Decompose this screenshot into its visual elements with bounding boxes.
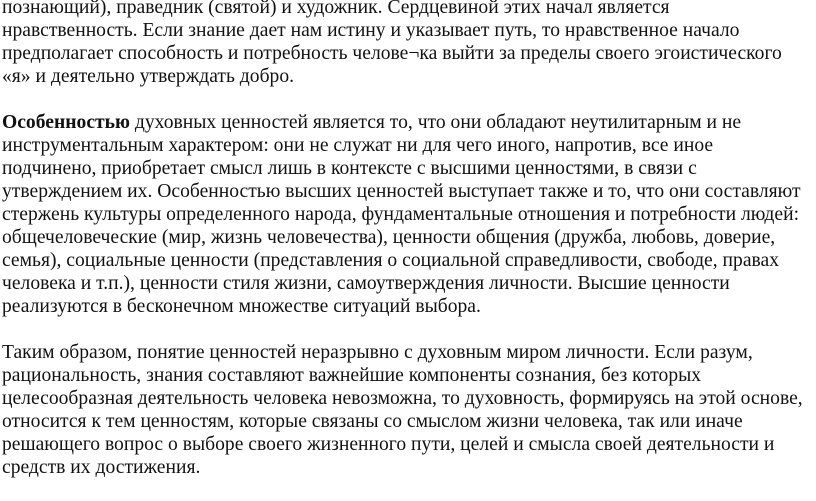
text-line: реализуются в бесконечном множестве ситуаций выбора. (2, 296, 481, 317)
text-line: инструментальным характером: они не служат ни для чего иного, напротив, все иное (2, 135, 714, 156)
text-line: человека и т.п.), ценности стиля жизни, самоутверждения личности. Высшие ценности (2, 273, 730, 294)
text-line: утверждением их. Особенностью высших ценностей выступает также и то, что они составляют (2, 181, 801, 202)
text-line: относится к тем ценностям, которые связаны со смыслом жизни человека, так или иначе (2, 411, 743, 432)
text-line: «я» и деятельно утверждать добро. (2, 66, 295, 87)
text-line: нравственность. Если знание дает нам истину и указывает путь, то нравственное начало (2, 20, 740, 41)
text-line: познающий), праведник (святой) и художник. Сердцевиной этих начал является (2, 0, 670, 18)
text-line: рациональность, знания составляют важнейшие компоненты сознания, без которых (2, 365, 702, 386)
lead-rest-text: духовных ценностей является то, что они обладают неутилитарным и не (130, 112, 742, 133)
text-line: решающего вопрос о выборе своего жизненного пути, целей и смысла своей деятельности и (2, 434, 775, 455)
paragraph-3 (2, 341, 803, 479)
bold-term: Особенностью (2, 112, 131, 133)
paragraph-2 (2, 111, 801, 318)
text-line: средств их достижения. (2, 457, 201, 478)
text-line: стержень культуры определенного народа, фундаментальные отношения и потребности людей: (2, 204, 800, 225)
text-line-lead (2, 111, 801, 134)
paragraph-1 (2, 0, 782, 88)
text-line: Таким образом, понятие ценностей неразрывно с духовным миром личности. Если разум, (2, 342, 753, 363)
text-line: предполагает способность и потребность челове¬ка выйти за пределы своего эгоистического (2, 43, 782, 64)
text-line: семья), социальные ценности (представления о социальной справедливости, свободе, правах (2, 250, 780, 271)
text-line: целесообразная деятельность человека невозможна, то духовность, формируясь на этой основе, (2, 388, 803, 409)
text-line: подчинено, приобретает смысл лишь в контексте с высшими ценностями, в связи с (2, 158, 697, 179)
text-line: общечеловеческие (мир, жизнь человечества), ценности общения (дружба, любовь, доверие, (2, 227, 776, 248)
